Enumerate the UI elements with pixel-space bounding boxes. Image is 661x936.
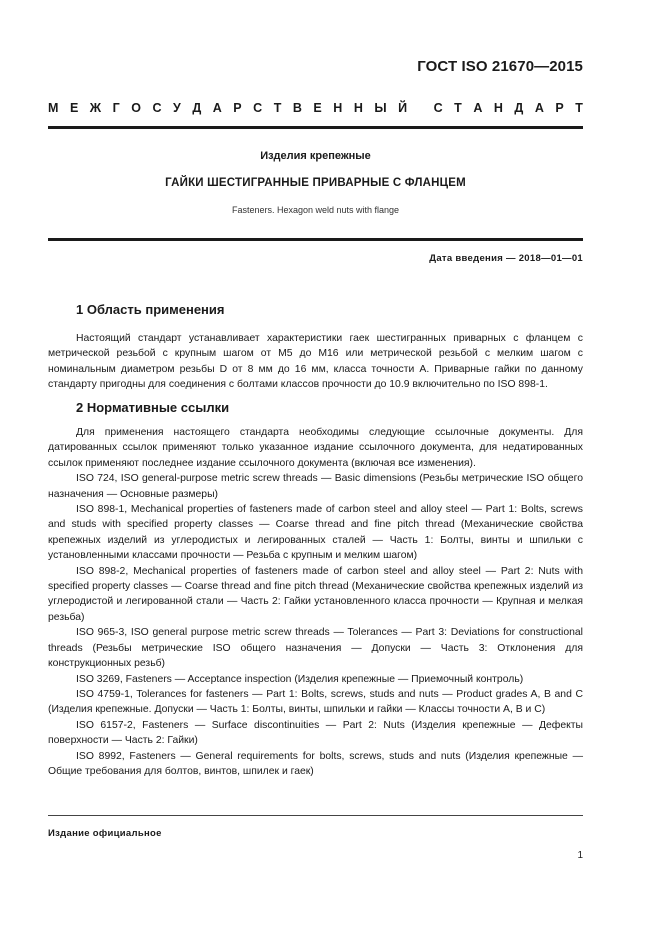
reference-item: ISO 898-2, Mechanical properties of fasteners made of carbon steel and alloy steel — Part 2: Nuts with specified property classes — Coarse thread and fine pitch thread (Механические свойства крепежных изделий из углеродистой и легированной стали — Часть 2: Гайки установленного класса прочности — Крупная и мелкая резьба)	[48, 565, 583, 623]
standard-banner	[48, 101, 583, 115]
banner-letter: О	[131, 101, 141, 115]
reference-item: ISO 965-3, ISO general purpose metric screw threads — Tolerances — Part 3: Deviations for constructional threads (Резьбы метрические ISO общего назначения — Допуски — Часть 3: Отклонения для конструкционных резьб)	[48, 627, 583, 670]
banner-letter: Ы	[374, 101, 387, 115]
banner-letter: Д	[514, 101, 524, 115]
banner-letter: С	[433, 101, 443, 115]
introduction-date: Дата введения — 2018—01—01	[429, 253, 583, 264]
banner-letter: Н	[493, 101, 503, 115]
banner-letter: С	[253, 101, 263, 115]
banner-letter: Г	[112, 101, 120, 115]
section-2-text	[48, 425, 583, 779]
banner-letter: Е	[313, 101, 322, 115]
title-rule	[48, 238, 583, 241]
banner-rule	[48, 126, 583, 129]
reference-item: ISO 3269, Fasteners — Acceptance inspection (Изделия крепежные — Приемочный контроль)	[76, 673, 524, 685]
reference-item: ISO 724, ISO general-purpose metric screw threads — Basic dimensions (Резьбы метрические ISO общего назначения — Основные размеры)	[48, 473, 583, 500]
banner-letter: Р	[233, 101, 242, 115]
banner-letter: Ж	[89, 101, 102, 115]
document-title-en: Fasteners. Hexagon weld nuts with flange	[231, 205, 400, 215]
reference-item: ISO 4759-1, Tolerances for fasteners — Part 1: Bolts, screws, studs and nuts — Product grades A, B and C (Изделия крепежные. Допуски — Часть 1: Болты, винты, шпильки и гайки — Классы точности А, В и С)	[48, 688, 583, 716]
reference-item: ISO 6157-2, Fasteners — Surface discontinuities — Part 2: Nuts (Изделия крепежные — Дефекты поверхности — Часть 2: Гайки)	[48, 719, 583, 747]
banner-letter: Т	[273, 101, 282, 115]
standard-code: ГОСТ ISO 21670—2015	[417, 58, 583, 75]
banner-letter: Н	[333, 101, 343, 115]
section-2-heading: 2 Нормативные ссылки	[76, 400, 230, 415]
section-1-paragraph: Настоящий стандарт устанавливает характеристики гаек шестигранных приварных с фланцем с метрической резьбой с крупным шагом от М5 до М16 или метрической резьбой с мелким шагом с номинальным диаметром резьбы D от 8 мм до 16 мм, класса точности А. Приварные гайки по данному стандарту пригодны для соединения с болтами классов прочности до 10.9 включительно по ISO 898-1.	[48, 333, 583, 391]
banner-gap	[419, 101, 422, 115]
document-title: ГАЙКИ ШЕСТИГРАННЫЕ ПРИВАРНЫЕ С ФЛАНЦЕМ	[165, 177, 466, 189]
banner-letter: Й	[398, 101, 408, 115]
banner-letter: М	[48, 101, 59, 115]
banner-letter: Н	[353, 101, 363, 115]
section-1-text	[48, 331, 583, 393]
page-number: 1	[577, 850, 583, 861]
banner-letter: С	[152, 101, 162, 115]
section-2-paragraph: Для применения настоящего стандарта необходимы следующие ссылочные документы. Для датированных ссылок применяют только указанное издание ссылочного документа, для недатированных ссылок применяют последнее издание ссылочного документа (включая все изменения).	[48, 427, 583, 469]
banner-letter: Е	[69, 101, 79, 115]
section-1-heading: 1 Область применения	[76, 302, 225, 317]
document-subtitle: Изделия крепежные	[260, 150, 371, 162]
banner-letter: Р	[555, 101, 564, 115]
banner-letter: В	[292, 101, 302, 115]
footer-rule	[48, 815, 583, 816]
banner-letter: Д	[192, 101, 202, 115]
edition-label: Издание официальное	[48, 828, 162, 839]
banner-letter: У	[173, 101, 181, 115]
banner-letter: А	[212, 101, 222, 115]
reference-item: ISO 898-1, Mechanical properties of fasteners made of carbon steel and alloy steel — Part 1: Bolts, screws and studs with specified property classes — Coarse thread and fine pitch thread (Механические свойства крепежных изделий из углеродистых и легированных сталей — Часть 1: Болты, винты и шпильки с установленными классами прочности — Резьба с крупным и мелким шагом)	[48, 504, 583, 562]
banner-letter: А	[473, 101, 483, 115]
banner-letter: Т	[454, 101, 462, 115]
reference-item: ISO 8992, Fasteners — General requirements for bolts, screws, studs and nuts (Изделия крепежные — Общие требования для болтов, винтов, шпилек и гаек)	[48, 750, 583, 777]
document-page	[48, 0, 583, 936]
banner-letter: Т	[575, 101, 583, 115]
banner-letter: А	[534, 101, 544, 115]
